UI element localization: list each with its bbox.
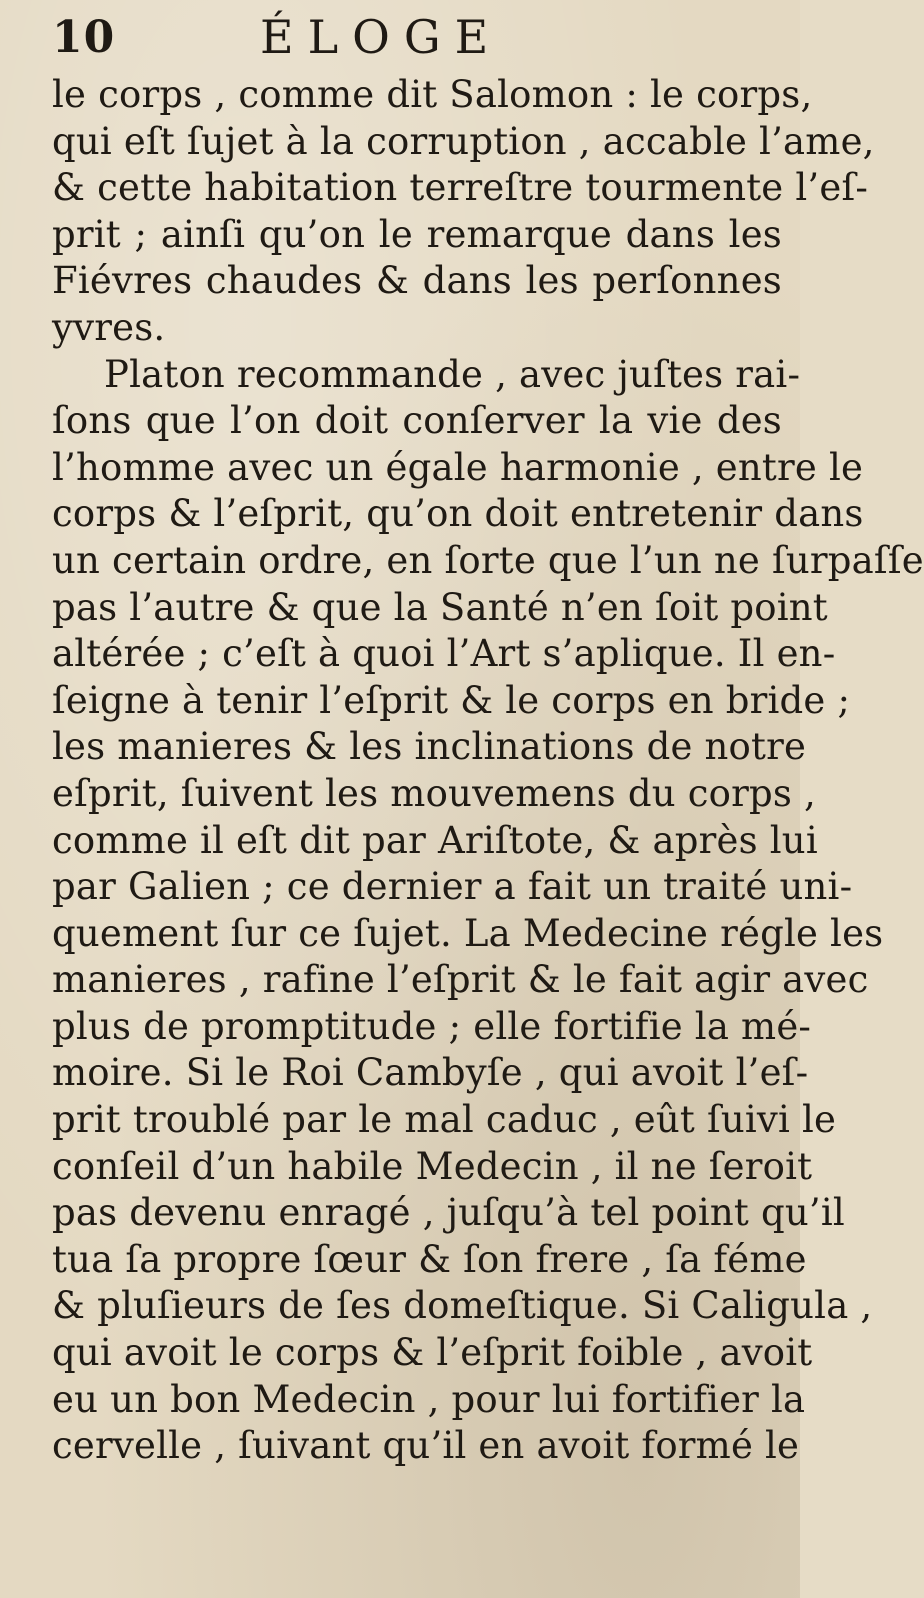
text-line: conſeil d’un habile Medecin , il ne ſeroit [52, 1144, 813, 1188]
text-line: pas l’autre & que la Santé n’en ſoit point [52, 585, 828, 629]
text-line: moire. Si le Roi Cambyſe , qui avoit l’eſ- [52, 1051, 809, 1095]
text-line: quement ſur ce ſujet. La Medecine régle les [52, 911, 884, 955]
body-text [52, 72, 924, 1470]
text-line: & cette habitation terreſtre tourmente l’eſ- [52, 166, 869, 210]
text-line: pas devenu enragé , juſqu’à tel point qu’il [52, 1191, 845, 1235]
text-line: corps & l’eſprit, qu’on doit entretenir dans [52, 492, 864, 536]
text-line: les manieres & les inclinations de notre [52, 725, 807, 769]
text-line: prit ; ainſi qu’on le remarque dans les [52, 212, 782, 256]
text-line: manieres , rafine l’eſprit & le fait agir avec [52, 958, 869, 1002]
page-number: 10 [52, 12, 116, 63]
text-line: ſons que l’on doit conſerver la vie des [52, 399, 782, 443]
text-line: tua ſa propre ſœur & ſon frere , ſa féme [52, 1237, 807, 1281]
text-line: & pluſieurs de ſes domeſtique. Si Caligula , [52, 1284, 873, 1328]
page-header [0, 8, 800, 68]
text-line: prit troublé par le mal caduc , eût ſuivi le [52, 1098, 837, 1142]
text-line: un certain ordre, en ſorte que l’un ne ſurpaſſe [52, 538, 924, 582]
text-line: comme il eſt dit par Ariſtote, & après lui [52, 818, 818, 862]
text-line: yvres. [52, 305, 166, 349]
text-line: l’homme avec un égale harmonie , entre le [52, 445, 864, 489]
text-line: le corps , comme dit Salomon : le corps, [52, 73, 813, 116]
text-line: Platon recommande , avec juſtes rai- [104, 352, 801, 396]
text-line: qui eſt ſujet à la corruption , accable l’ame, [52, 119, 875, 163]
text-line: eu un bon Medecin , pour lui fortifier la [52, 1377, 806, 1421]
text-line: Fiévres chaudes & dans les perſonnes [52, 259, 782, 303]
text-line: plus de promptitude ; elle fortifie la mé- [52, 1004, 812, 1048]
running-head: ÉLOGE [260, 10, 503, 64]
text-line: cervelle , ſuivant qu’il en avoit formé le [52, 1424, 800, 1468]
text-line: par Galien ; ce dernier a fait un traité uni- [52, 865, 853, 909]
text-line: qui avoit le corps & l’eſprit foible , avoit [52, 1331, 813, 1375]
text-line: eſprit, ſuivent les mouvemens du corps , [52, 771, 816, 815]
text-line: altérée ; c’eſt à quoi l’Art s’aplique. Il en- [52, 632, 836, 676]
text-line: ſeigne à tenir l’eſprit & le corps en bride ; [52, 678, 851, 722]
